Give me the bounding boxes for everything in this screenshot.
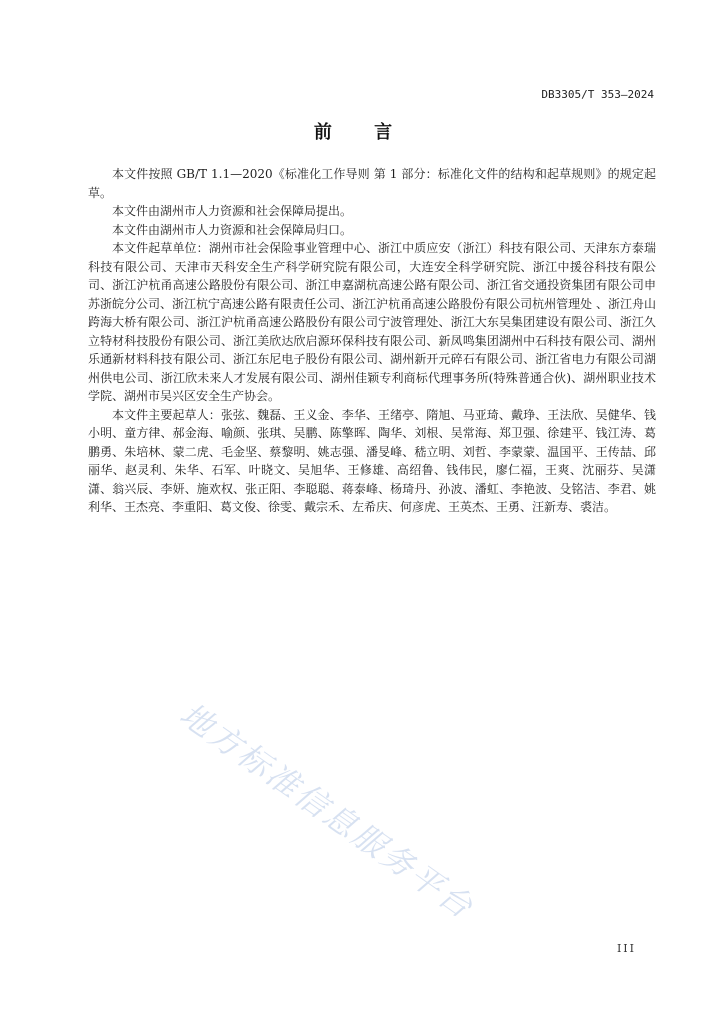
paragraph-proposed-by: 本文件由湖州市人力资源和社会保障局提出。: [112, 204, 353, 218]
standard-code: DB3305/T 353—2024: [541, 88, 654, 101]
page-title: 前 言: [313, 122, 411, 143]
paragraph-drafting-rules: 本文件按照 GB/T 1.1—2020《标准化工作导则 第 1 部分：标准化文件的结构和起草规则》的规定起草。: [88, 167, 656, 200]
paragraph-main-drafters: 本文件主要起草人：张弦、魏磊、王义金、李华、王绪亭、隋旭、马亚琦、戴琤、王法欣、吴健华、钱小明、童方律、郝金海、喻颜、张琪、吴鹏、陈擎晖、陶华、刘根、吴常海、郑卫强、徐建平、钱江涛、葛鹏勇、朱培林、蒙二虎、毛金坚、蔡黎明、姚志强、潘旻峰、嵇立明、刘哲、李蒙蒙、温国平、王传喆、邱丽华、赵灵利、朱华、石军、叶晓文、吴旭华、王修雄、高绍鲁、钱伟民，廖仁福，王爽、沈丽芬、吴潇潇、翁兴辰、李妍、施欢权、张正阳、李聪聪、蒋泰峰、杨琦丹、孙波、潘虹、李艳波、殳铭洁、李君、姚利华、王杰亮、李重阳、葛文俊、徐雯、戴宗禾、左希庆、何彦虎、王英杰、王勇、汪新寿、裘洁。: [88, 407, 656, 514]
paragraph-drafting-units: 本文件起草单位：湖州市社会保险事业管理中心、浙江中质应安（浙江）科技有限公司、天津东方泰瑞科技有限公司、天津市天科安全生产科学研究院有限公司，大连安全科学研究院、浙江中援谷科技有限公司、浙江沪杭甬高速公路股份有限公司、浙江申嘉湖杭高速公路有限公司、浙江省交通投资集团有限公司申苏浙皖分公司、浙江杭宁高速公路有限责任公司、浙江沪杭甬高速公路股份有限公司杭州管理处 、浙江舟山跨海大桥有限公司、浙江沪杭甬高速公路股份有限公司宁波管理处、浙江大东吴集团建设有限公司、浙江久立特材科技股份有限公司、浙江美欣达欣启源环保科技有限公司、新凤鸣集团湖州中石科技有限公司、湖州乐通新材料科技有限公司、浙江东尼电子股份有限公司、湖州新开元碎石有限公司、浙江省电力有限公司湖州供电公司、浙江欣未来人才发展有限公司、湖州佳颖专利商标代理事务所(特殊普通合伙)、湖州职业技术学院、湖州市吴兴区安全生产协会。: [88, 241, 656, 403]
document-body: [88, 165, 656, 517]
page-number: III: [616, 942, 636, 955]
watermark: 地方标准信息服务平台: [172, 695, 482, 927]
paragraph-centralized-by: 本文件由湖州市人力资源和社会保障局归口。: [112, 222, 353, 237]
